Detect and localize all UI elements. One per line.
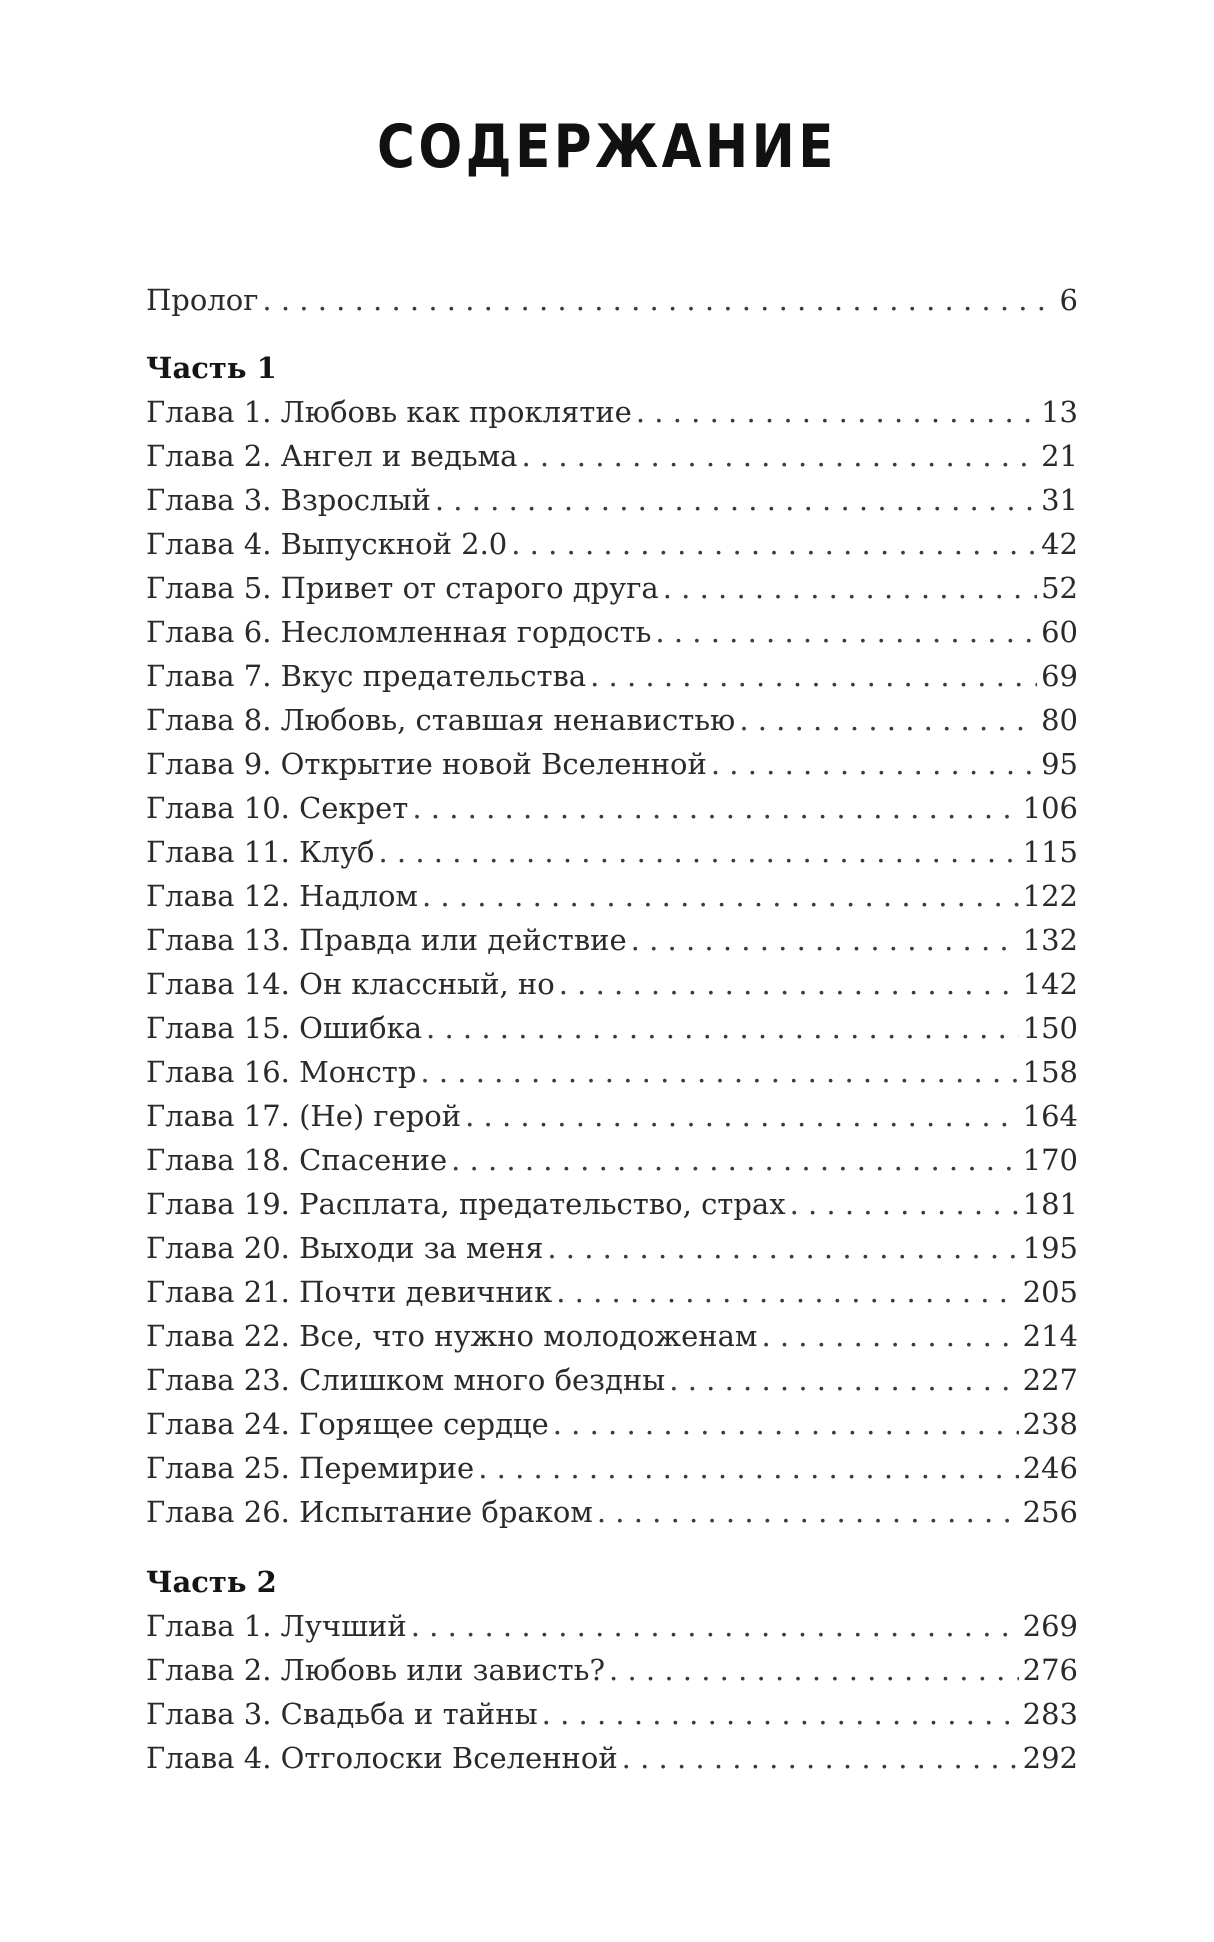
toc-entry-label: Глава 1. Лучший	[146, 1609, 407, 1643]
toc-entry-page: 283	[1022, 1697, 1078, 1731]
page-title: СОДЕРЖАНИЕ	[377, 112, 837, 182]
leader-dots	[412, 786, 1018, 830]
toc-entry-page: 21	[1041, 439, 1078, 473]
toc-entry-page: 256	[1022, 1495, 1078, 1529]
toc-entry	[146, 1604, 1078, 1648]
toc-entry-page: 31	[1041, 483, 1078, 517]
toc-entry-label: Глава 8. Любовь, ставшая ненавистью	[146, 703, 736, 737]
leader-dots	[556, 1270, 1018, 1314]
toc-entry	[146, 434, 1078, 478]
toc-entry-page: 106	[1022, 791, 1078, 825]
leader-dots	[511, 522, 1037, 566]
toc-entry-page: 132	[1022, 923, 1078, 957]
toc-entry	[146, 1226, 1078, 1270]
toc-entry	[146, 654, 1078, 698]
toc-entry-label: Глава 13. Правда или действие	[146, 923, 627, 957]
toc-entry-page: 238	[1022, 1407, 1078, 1441]
toc-entry	[146, 1270, 1078, 1314]
toc-entry	[146, 786, 1078, 830]
leader-dots	[553, 1402, 1019, 1446]
toc-entry-label: Глава 26. Испытание браком	[146, 1495, 593, 1529]
toc-entry	[146, 1402, 1078, 1446]
toc-entry-label: Глава 5. Привет от старого друга	[146, 571, 659, 605]
leader-dots	[378, 830, 1018, 874]
toc-entry-page: 142	[1022, 967, 1078, 1001]
toc-entry-label: Глава 4. Выпускной 2.0	[146, 527, 508, 561]
toc-entry-page: 150	[1022, 1011, 1078, 1045]
toc-entry-label: Глава 16. Монстр	[146, 1055, 417, 1089]
leader-dots	[669, 1358, 1018, 1402]
leader-dots	[451, 1138, 1019, 1182]
toc-entry-label: Глава 4. Отголоски Вселенной	[146, 1741, 618, 1775]
toc-entry-label: Глава 18. Спасение	[146, 1143, 448, 1177]
toc-entry-page: 214	[1022, 1319, 1078, 1353]
toc-entry-page: 205	[1022, 1275, 1078, 1309]
toc-entry	[146, 1138, 1078, 1182]
toc-entry-label: Глава 24. Горящее сердце	[146, 1407, 549, 1441]
leader-dots	[420, 1050, 1018, 1094]
toc-entry-label: Глава 9. Открытие новой Вселенной	[146, 747, 707, 781]
toc-entry-label: Глава 2. Ангел и ведьма	[146, 439, 518, 473]
toc-entry-page: 95	[1041, 747, 1078, 781]
leader-dots	[631, 918, 1019, 962]
leader-dots	[559, 962, 1019, 1006]
toc-entry-page: 195	[1022, 1231, 1078, 1265]
toc-entry	[146, 390, 1078, 434]
toc-entry-prologue	[146, 278, 1078, 322]
toc-entry-page: 13	[1041, 395, 1078, 429]
toc-entry-label: Глава 11. Клуб	[146, 835, 375, 869]
toc-entry	[146, 1490, 1078, 1534]
toc-entry	[146, 1094, 1078, 1138]
leader-dots	[422, 874, 1019, 918]
leader-dots	[655, 610, 1037, 654]
toc-entry-page: 69	[1041, 659, 1078, 693]
toc-entry-page: 158	[1022, 1055, 1078, 1089]
toc-entry-label: Пролог	[146, 283, 259, 317]
toc-entry	[146, 1006, 1078, 1050]
leader-dots	[542, 1692, 1019, 1736]
leader-dots	[622, 1736, 1019, 1780]
leader-dots	[609, 1648, 1019, 1692]
toc-entry-label: Глава 14. Он классный, но	[146, 967, 555, 1001]
toc-entry-label: Глава 20. Выходи за меня	[146, 1231, 544, 1265]
toc-entry	[146, 1182, 1078, 1226]
toc-entry-label: Глава 7. Вкус предательства	[146, 659, 587, 693]
toc-entry	[146, 698, 1078, 742]
toc-entry	[146, 1358, 1078, 1402]
toc-entry	[146, 522, 1078, 566]
table-of-contents	[146, 278, 1078, 1780]
toc-entry-page: 52	[1041, 571, 1078, 605]
toc-entry	[146, 874, 1078, 918]
leader-dots	[636, 390, 1037, 434]
toc-entry-page: 115	[1022, 835, 1078, 869]
leader-dots	[663, 566, 1037, 610]
toc-entry	[146, 962, 1078, 1006]
toc-entry-page: 6	[1059, 283, 1078, 317]
leader-dots	[478, 1446, 1018, 1490]
leader-dots	[590, 654, 1037, 698]
toc-entry	[146, 1446, 1078, 1490]
toc-entry-label: Глава 15. Ошибка	[146, 1011, 423, 1045]
toc-entry	[146, 1736, 1078, 1780]
toc-entry-label: Глава 12. Надлом	[146, 879, 418, 913]
leader-dots	[521, 434, 1037, 478]
toc-entry	[146, 478, 1078, 522]
leader-dots	[411, 1604, 1019, 1648]
toc-entry-page: 292	[1022, 1741, 1078, 1775]
leader-dots	[465, 1094, 1019, 1138]
toc-entry	[146, 1050, 1078, 1094]
toc-entry-label: Глава 6. Несломленная гордость	[146, 615, 652, 649]
toc-entry-label: Глава 21. Почти девичник	[146, 1275, 553, 1309]
toc-entry-page: 80	[1041, 703, 1078, 737]
toc-entry-page: 60	[1041, 615, 1078, 649]
leader-dots	[597, 1490, 1019, 1534]
toc-entry	[146, 918, 1078, 962]
leader-dots	[262, 278, 1055, 322]
toc-entry	[146, 1314, 1078, 1358]
toc-entry-label: Глава 19. Расплата, предательство, страх	[146, 1187, 786, 1221]
toc-entry-label: Глава 25. Перемирие	[146, 1451, 475, 1485]
toc-entry-label: Глава 3. Свадьба и тайны	[146, 1697, 538, 1731]
part-heading: Часть 2	[146, 1565, 277, 1599]
toc-entry-page: 269	[1022, 1609, 1078, 1643]
leader-dots	[739, 698, 1037, 742]
toc-entry-page: 227	[1022, 1363, 1078, 1397]
toc-entry-page: 164	[1022, 1099, 1078, 1133]
part-2-chapters	[146, 1604, 1078, 1780]
toc-entry	[146, 1692, 1078, 1736]
toc-entry-label: Глава 2. Любовь или зависть?	[146, 1653, 606, 1687]
toc-entry-page: 42	[1041, 527, 1078, 561]
leader-dots	[761, 1314, 1018, 1358]
leader-dots	[547, 1226, 1018, 1270]
toc-entry-label: Глава 10. Секрет	[146, 791, 409, 825]
leader-dots	[426, 1006, 1019, 1050]
toc-entry	[146, 610, 1078, 654]
toc-entry	[146, 1648, 1078, 1692]
toc-entry-label: Глава 1. Любовь как проклятие	[146, 395, 632, 429]
toc-entry-label: Глава 3. Взрослый	[146, 483, 431, 517]
toc-entry-label: Глава 23. Слишком много бездны	[146, 1363, 666, 1397]
toc-entry	[146, 566, 1078, 610]
toc-entry	[146, 742, 1078, 786]
part-heading: Часть 1	[146, 351, 277, 385]
leader-dots	[711, 742, 1037, 786]
toc-entry-page: 122	[1022, 879, 1078, 913]
leader-dots	[435, 478, 1037, 522]
toc-entry-page: 276	[1022, 1653, 1078, 1687]
toc-entry-label: Глава 22. Все, что нужно молодоженам	[146, 1319, 758, 1353]
toc-entry-label: Глава 17. (Не) герой	[146, 1099, 462, 1133]
toc-entry-page: 246	[1022, 1451, 1078, 1485]
part-1-chapters	[146, 390, 1078, 1534]
toc-entry-page: 181	[1022, 1187, 1078, 1221]
toc-entry	[146, 830, 1078, 874]
leader-dots	[790, 1182, 1019, 1226]
toc-entry-page: 170	[1022, 1143, 1078, 1177]
